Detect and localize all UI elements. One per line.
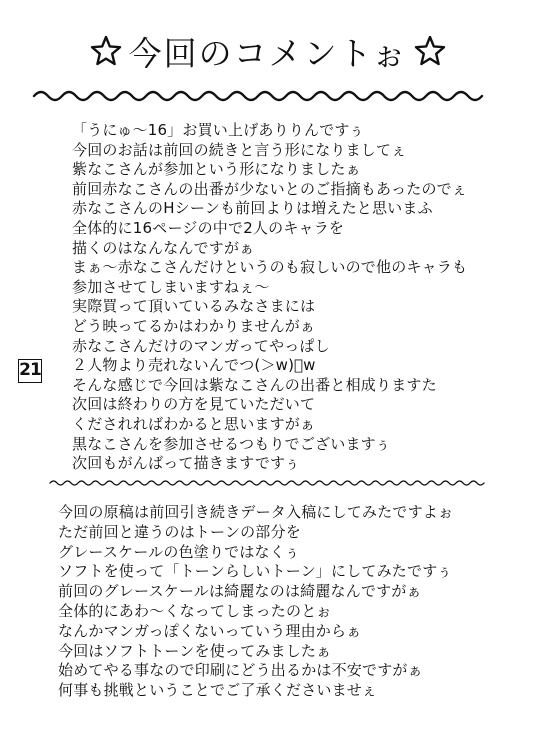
star-outline-icon: [413, 34, 447, 68]
page-number: 21: [18, 359, 42, 383]
note-line: ソフトを使って「トーンらしいトーン」にしてみたですぅ: [58, 562, 453, 581]
page-title: 今回のコメントぉ: [128, 33, 408, 73]
production-note-block: [58, 503, 518, 701]
comment-line: 今回のお話は前回の続きと言う形になりましてぇ: [72, 140, 407, 159]
comment-line: 「うにゅ～16」お買い上げありりんですぅ: [72, 121, 365, 139]
comment-line: どう映ってるかはわかりませんがぁ: [72, 316, 316, 335]
comment-text-block: [72, 121, 512, 474]
note-line: 全体的にあわ～くなってしまったのとぉ: [58, 601, 332, 620]
comment-line: 描くのはなんなんですがぁ: [72, 238, 255, 257]
note-line: ただ前回と違うのはトーンの部分を: [58, 522, 301, 541]
comment-line: 次回は終わりの方を見ていただいて: [72, 395, 316, 414]
star-outline-icon: [89, 34, 123, 68]
comment-line: そんな感じで今回は紫なこさんの出番と相成りますた: [72, 375, 437, 394]
comment-line: 実際買って頂いているみなさまには: [72, 297, 316, 316]
comment-line: 紫なこさんが参加という形になりましたぁ: [72, 160, 361, 179]
comment-line: 前回赤なこさんの出番が少ないとのご指摘もあったのでぇ: [72, 179, 468, 198]
note-line: グレースケールの色塗りではなくぅ: [58, 542, 300, 561]
note-line: 前回のグレースケールは綺麗なのは綺麗なんですがぁ: [58, 582, 422, 601]
comment-line: 赤なこさんのHシーンも前回よりは増えたと思いまふ: [72, 199, 433, 218]
comment-line: 参加させてしまいますねぇ～: [72, 277, 270, 296]
comment-line: 全体的に16ページの中で2人のキャラを: [72, 218, 345, 237]
comment-line: 黒なこさんを参加させるつもりでございますぅ: [72, 434, 391, 453]
comment-line: 赤なこさんだけのマンガってやっぱし: [72, 336, 330, 355]
title-row: [58, 28, 478, 74]
wave-divider: [30, 84, 504, 108]
comment-line: くだされればわかると思いますがぁ: [72, 414, 316, 433]
note-line: 何事も挑戦ということでご了承くださいませぇ: [58, 681, 377, 700]
comment-line: まぁ～赤なこさんだけというのも寂しいので他のキャラも: [72, 258, 468, 277]
note-line: なんかマンガっぽくないっていう理由からぁ: [58, 621, 362, 640]
note-line: 今回はソフトトーンを使ってみましたぁ: [58, 641, 332, 660]
comment-line: ２人物より売れないんでつ(＞w)ﾟw: [72, 356, 316, 375]
note-line: 始めてやる事なので印刷にどう出るかは不安ですがぁ: [58, 661, 423, 680]
comment-line: 次回もがんばって描きますですぅ: [72, 454, 301, 473]
note-line: 今回の原稿は前回引き続きデータ入稿にしてみたですよぉ: [58, 503, 454, 521]
small-wave-divider: [48, 476, 488, 490]
